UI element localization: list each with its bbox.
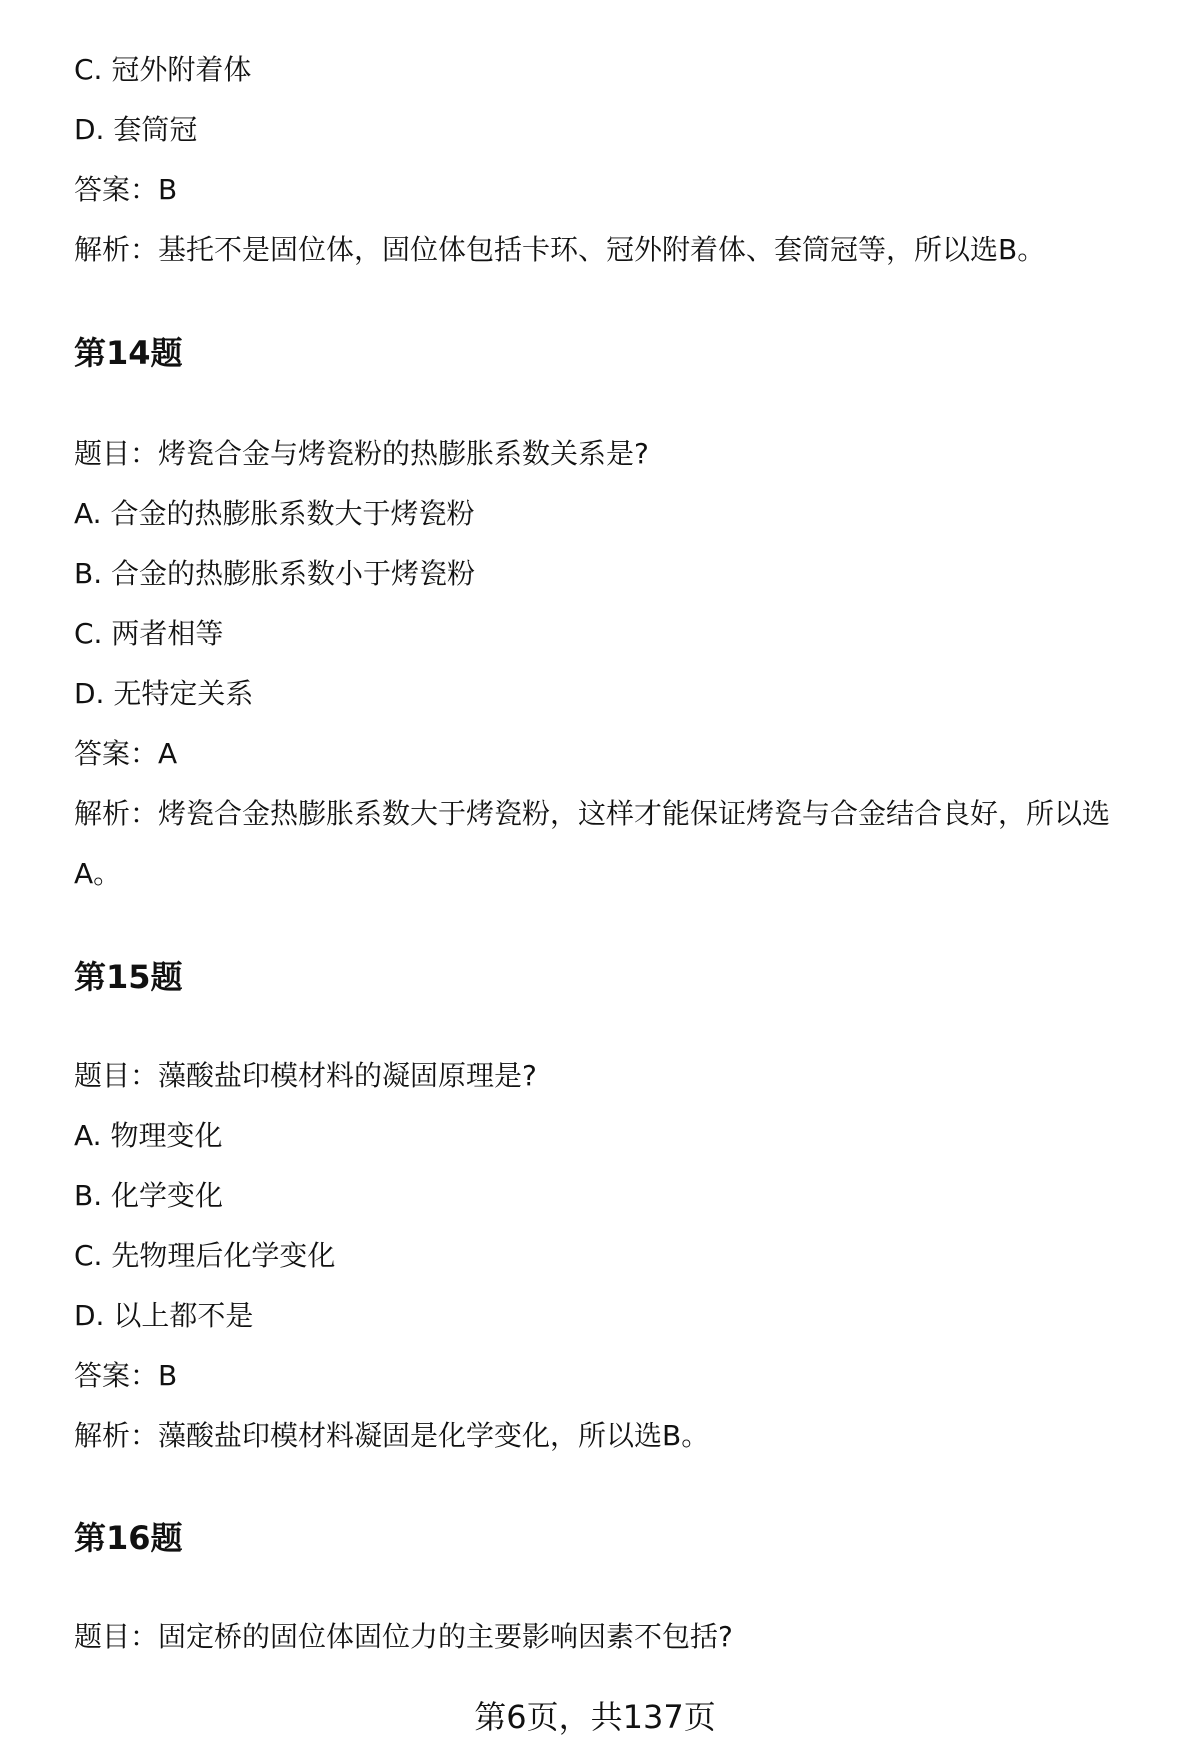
q15-question: 题目：藻酸盐印模材料的凝固原理是? (74, 1059, 537, 1092)
q14-option-b: B. 合金的热膨胀系数小于烤瓷粉 (74, 557, 476, 590)
q13-analysis: 解析：基托不是固位体，固位体包括卡环、冠外附着体、套筒冠等，所以选B。 (74, 233, 1046, 266)
q14-option-d: D. 无特定关系 (74, 677, 254, 710)
q15-option-b: B. 化学变化 (74, 1179, 224, 1212)
q15-analysis: 解析：藻酸盐印模材料凝固是化学变化，所以选B。 (74, 1419, 710, 1452)
q14-heading: 第14题 (74, 334, 183, 372)
q13-answer: 答案：B (74, 173, 178, 206)
q14-analysis: 解析：烤瓷合金热膨胀系数大于烤瓷粉，这样才能保证烤瓷与合金结合良好，所以选A。 (74, 797, 1111, 890)
q14-option-a: A. 合金的热膨胀系数大于烤瓷粉 (74, 497, 475, 530)
q13-option-d: D. 套筒冠 (74, 113, 198, 146)
q15-answer: 答案：B (74, 1359, 178, 1392)
q15-option-c: C. 先物理后化学变化 (74, 1239, 336, 1272)
q15-heading: 第15题 (74, 958, 183, 996)
q14-question: 题目：烤瓷合金与烤瓷粉的热膨胀系数关系是? (74, 437, 649, 470)
q16-heading: 第16题 (74, 1519, 183, 1557)
q16-question: 题目：固定桥的固位体固位力的主要影响因素不包括? (74, 1620, 733, 1653)
q15-option-a: A. 物理变化 (74, 1119, 223, 1152)
q14-option-c: C. 两者相等 (74, 617, 224, 650)
page-indicator: 第6页，共137页 (474, 1698, 716, 1736)
q13-option-c: C. 冠外附着体 (74, 53, 252, 86)
q14-answer: 答案：A (74, 737, 178, 770)
q15-option-d: D. 以上都不是 (74, 1299, 254, 1332)
